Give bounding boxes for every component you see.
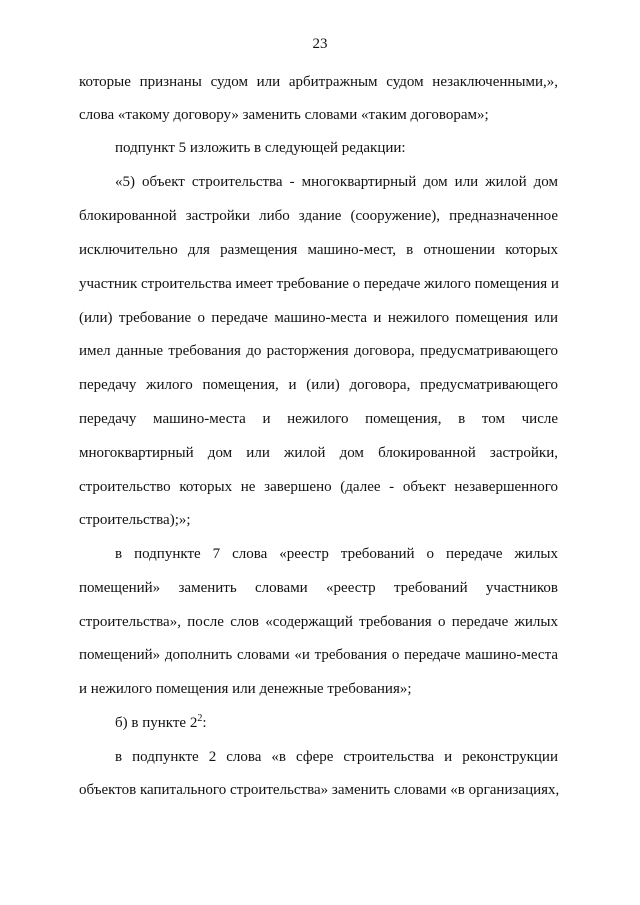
- text-line: исключительно для размещения машино-мест, в отношении которых: [79, 242, 558, 258]
- text-line: блокированной застройки либо здание (сооружение), предназначенное: [79, 208, 558, 224]
- text-line: помещений» дополнить словами «и требования о передаче машино-места: [79, 647, 558, 663]
- text-line: многоквартирный дом или жилой дом блокированной застройки,: [79, 445, 558, 461]
- page-number: 23: [312, 36, 328, 52]
- text-line: подпункт 5 изложить в следующей редакции:: [115, 140, 406, 156]
- text-line: [115, 713, 558, 733]
- text-line: строительства», после слов «содержащий требования о передаче жилых: [79, 614, 558, 630]
- text-line: передачу машино-места и нежилого помещения, в том числе: [79, 411, 558, 427]
- text-line: и нежилого помещения или денежные требования»;: [79, 681, 412, 697]
- clause-suffix: :: [202, 715, 207, 731]
- text-line: которые признаны судом или арбитражным судом незаключенными,»,: [79, 74, 558, 90]
- text-line: (или) требование о передаче машино-места и нежилого помещения или: [79, 310, 558, 326]
- text-line: строительства);»;: [79, 512, 191, 528]
- text-line: объектов капитального строительства» заменить словами «в организациях,: [79, 782, 560, 798]
- text-line: в подпункте 2 слова «в сфере строительства и реконструкции: [115, 749, 558, 765]
- text-line: участник строительства имеет требование о передаче жилого помещения и: [79, 276, 559, 292]
- text-line: имел данные требования до расторжения договора, предусматривающего: [79, 343, 558, 359]
- text-line: в подпункте 7 слова «реестр требований о передаче жилых: [115, 546, 558, 562]
- text-line: строительство которых не завершено (далее - объект незавершенного: [79, 479, 558, 495]
- text-line: слова «такому договору» заменить словами «таким договорам»;: [79, 107, 489, 123]
- clause-prefix: б) в пункте 2: [115, 715, 198, 731]
- superscript: 2: [197, 713, 203, 724]
- text-line: передачу жилого помещения, и (или) договора, предусматривающего: [79, 377, 558, 393]
- text-line: «5) объект строительства - многоквартирный дом или жилой дом: [115, 174, 558, 190]
- text-line: помещений» заменить словами «реестр требований участников: [79, 580, 558, 596]
